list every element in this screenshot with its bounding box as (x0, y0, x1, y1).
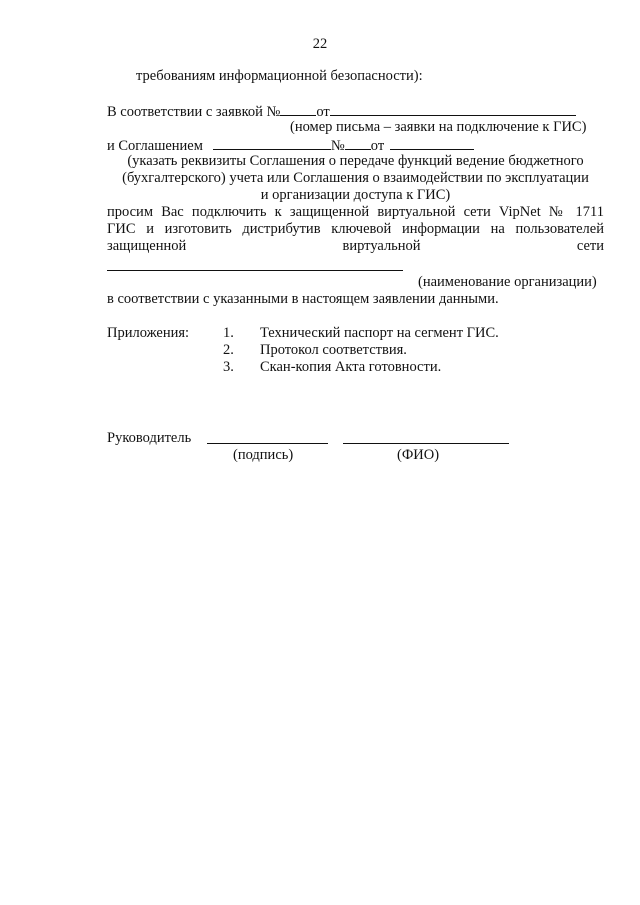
agreement-number-blank (345, 136, 371, 150)
request-number-blank (280, 102, 316, 116)
agreement-from-label: от (370, 138, 385, 154)
organization-name-blank (107, 270, 403, 271)
attachments-label: Приложения: (107, 325, 190, 341)
request-from-label: от (316, 104, 330, 120)
agreement-prefix: и Соглашением (107, 138, 203, 154)
signature-caption: (подпись) (233, 447, 294, 463)
attachment-number: 1. (223, 325, 234, 341)
attachment-text: Технический паспорт на сегмент ГИС. (260, 325, 499, 341)
agreement-caption-2: (бухгалтерского) учета или Соглашения о взаимодействии по эксплуатации (122, 170, 589, 186)
name-caption: (ФИО) (397, 447, 440, 463)
attachment-number: 2. (223, 342, 234, 358)
request-date-blank (330, 102, 576, 116)
body-line-1: просим Вас подключить к защищенной виртуальной сети VipNet № 1711 (107, 204, 604, 220)
attachment-text: Протокол соответствия. (260, 342, 407, 358)
agreement-date-blank (390, 136, 474, 150)
body-line-3: защищенной виртуальной сети (107, 238, 604, 254)
agreement-name-blank (213, 136, 331, 150)
attachment-text: Скан-копия Акта готовности. (260, 359, 442, 375)
agreement-number-label: № (330, 138, 345, 154)
page-number: 22 (312, 36, 328, 52)
request-prefix: В соответствии с заявкой № (107, 104, 281, 120)
request-caption: (номер письма – заявки на подключение к ГИС) (290, 119, 587, 135)
agreement-caption-1: (указать реквизиты Соглашения о передаче функций ведение бюджетного (127, 153, 584, 169)
name-blank (343, 443, 509, 444)
intro-line: требованиям информационной безопасности): (136, 68, 423, 84)
organization-caption: (наименование организации) (418, 274, 597, 290)
signature-label: Руководитель (107, 430, 192, 446)
signature-blank (207, 443, 328, 444)
attachment-number: 3. (223, 359, 234, 375)
agreement-caption-3: и организации доступа к ГИС) (260, 187, 451, 203)
closing-line: в соответствии с указанными в настоящем заявлении данными. (107, 291, 499, 307)
body-line-2: ГИС и изготовить дистрибутив ключевой информации на пользователей (107, 221, 604, 237)
